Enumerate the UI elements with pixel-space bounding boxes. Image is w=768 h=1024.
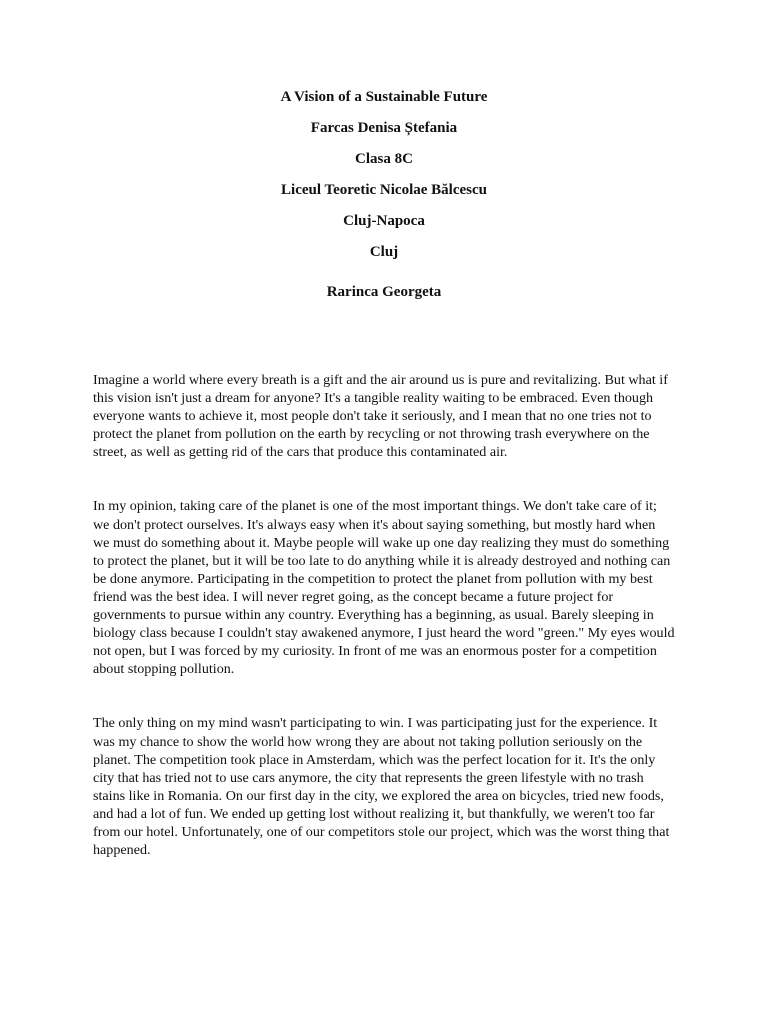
teacher-name: Rarinca Georgeta (326, 284, 442, 300)
paragraph: Imagine a world where every breath is a gift and the air around us is pure and revitalizing. But what if this vision isn't just a dream for anyone? It's a tangible reality waiting to be embraced. Even though everyone wants to achieve it, most people don't take it seriously, and I mean that no one tries not to protect the planet from pollution on the earth by recycling or not throwing trash everywhere on the street, as well as getting rid of the cars that produce this contaminated air. (93, 372, 668, 461)
document-header (93, 0, 675, 313)
paragraph: The only thing on my mind wasn't participating to win. I was participating just for the experience. It was my chance to show the world how wrong they are about not taking pollution seriously on the planet. The competition took place in Amsterdam, which was the perfect location for it. It's the only city that has tried not to use cars anymore, the city that represents the green lifestyle with no trash stains like in Romania. On our first day in the city, we explored the area on bicycles, tried new foods, and had a lot of fun. We ended up getting lost without realizing it, but thankfully, we weren't too far from our hotel. Unfortunately, one of our competitors stole our project, which was the worst thing that happened. (93, 715, 670, 859)
city-name: Cluj-Napoca (343, 213, 425, 229)
document-title: A Vision of a Sustainable Future (280, 89, 488, 105)
paragraph: In my opinion, taking care of the planet is one of the most important things. We don't take care of it; we don't protect ourselves. It's always easy when it's about saying something, but mostly hard when we must do something about it. Maybe people will wake up one day realizing they must do something to protect the planet, but it will be too late to do anything while it is already destroyed and nothing can be done anymore. Participating in the competition to protect the planet from pollution with my best friend was the best idea. I will never regret going, as the concept became a future project for governments to pursue within any country. Everything has a beginning, as usual. Barely sleeping in biology class because I couldn't stay awakened anymore, I just heard the word "green." My eyes would not open, but I was forced by my curiosity. In front of me was an enormous poster for a competition about stopping pollution. (93, 498, 675, 678)
school-name: Liceul Teoretic Nicolae Bălcescu (281, 182, 487, 198)
author-name: Farcas Denisa Ștefania (310, 120, 458, 136)
county-name: Cluj (369, 244, 399, 260)
class-name: Clasa 8C (355, 151, 413, 167)
